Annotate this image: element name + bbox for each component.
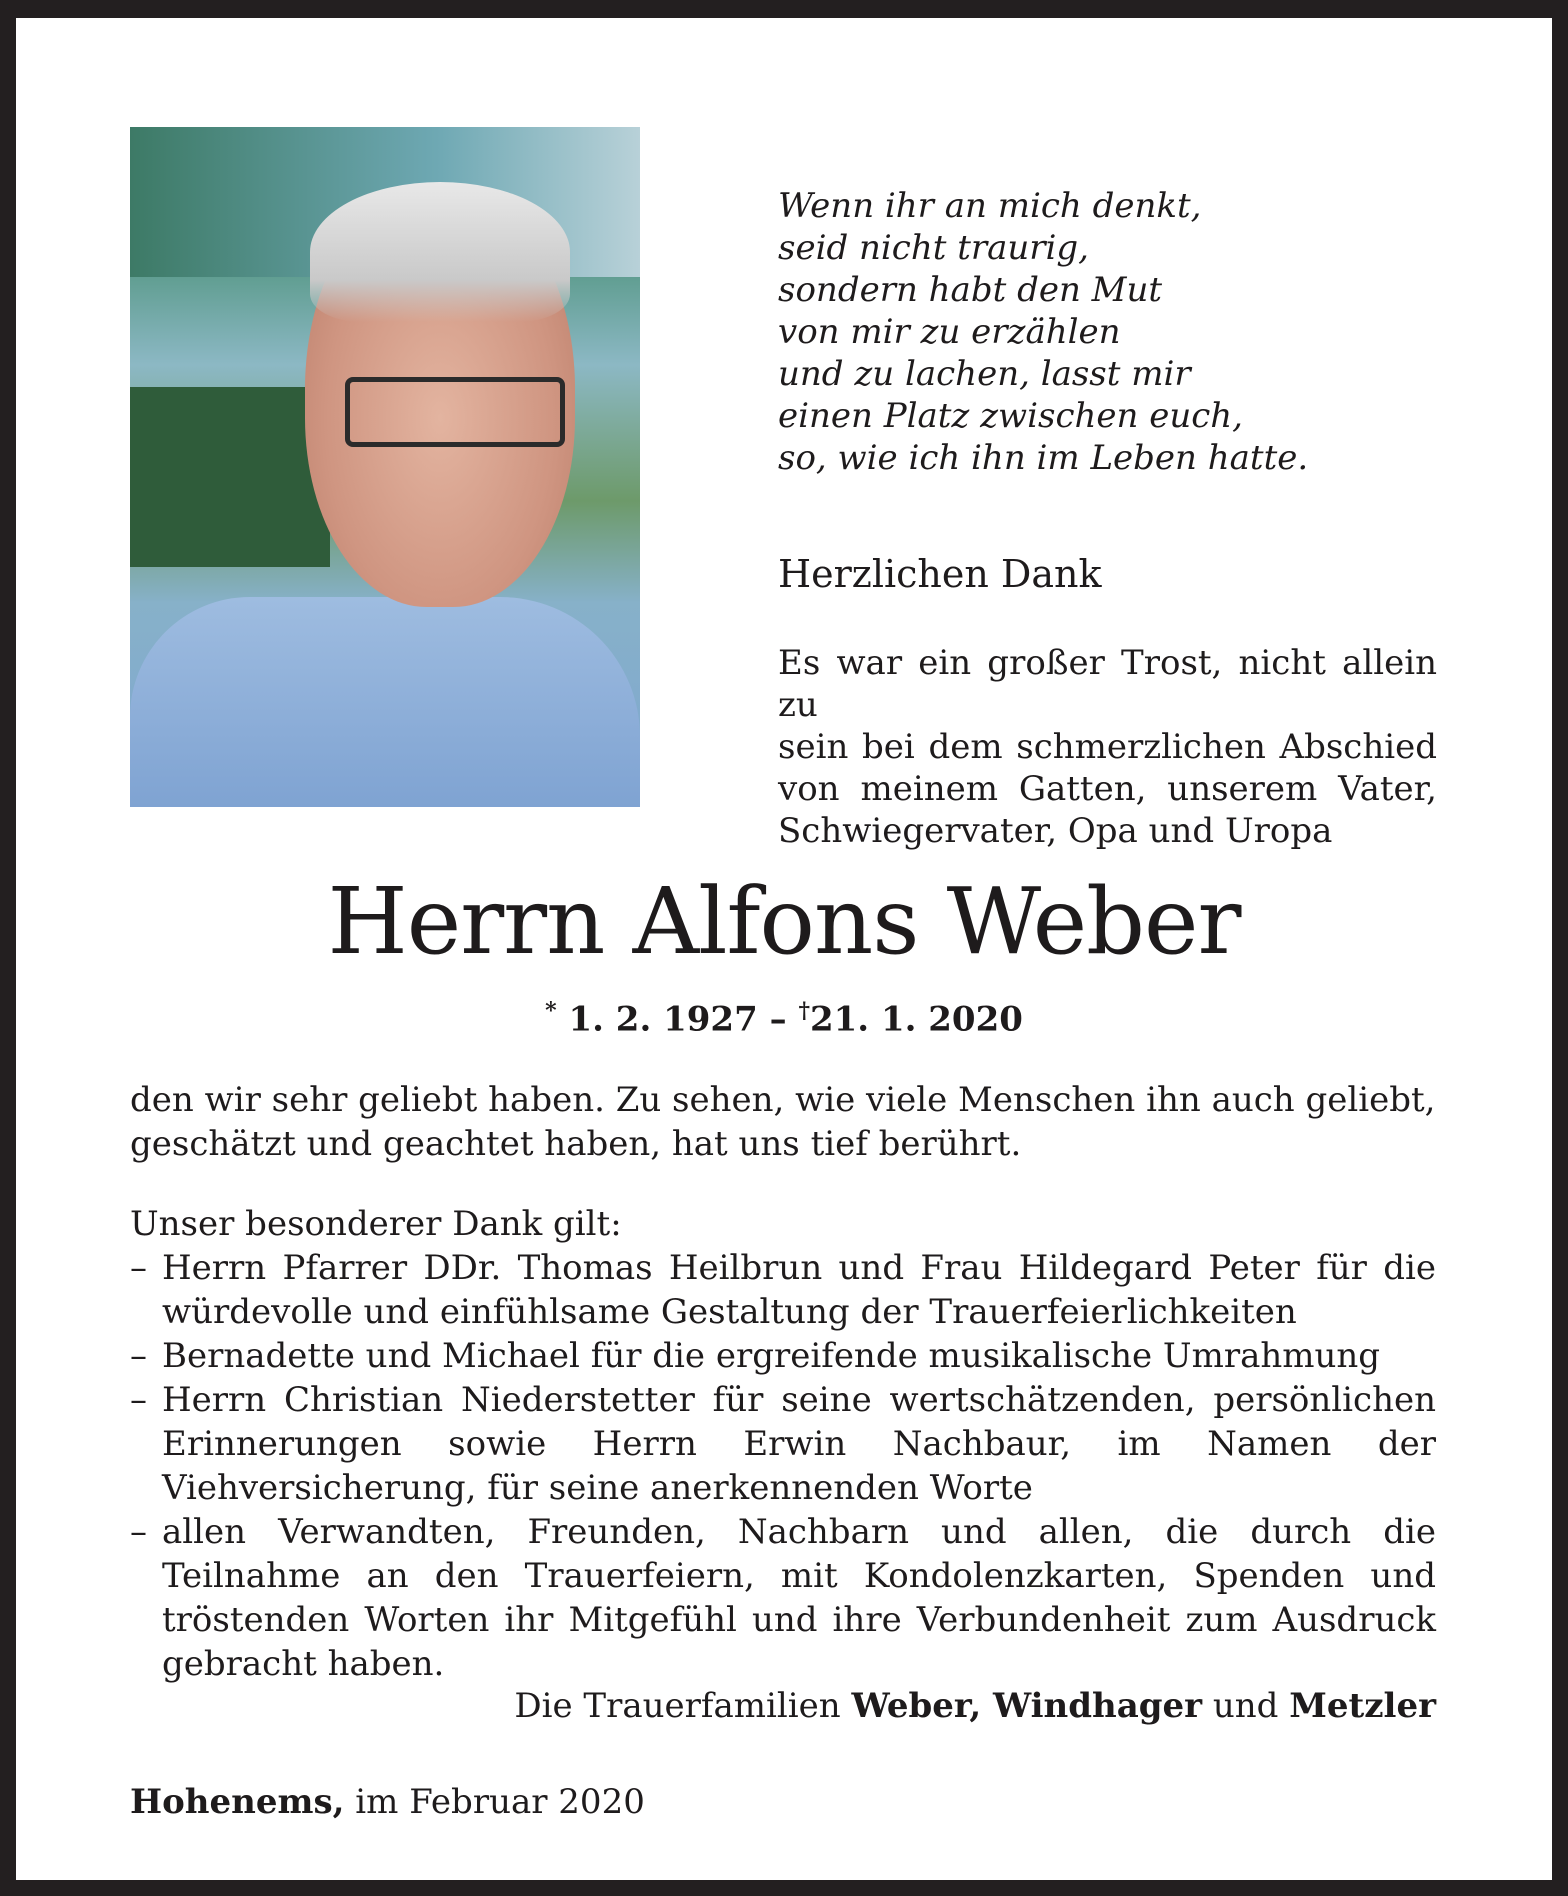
intro-line: sein bei dem schmerzlichen Abschied [778, 727, 1437, 767]
signature [514, 1686, 1436, 1726]
list-item: – Herrn Christian Niederstetter für seine wertschätzenden, persönlichen Erinnerungen sowie Herrn Erwin Nachbaur, im Namen der Viehversicherung, für seine anerkennenden Worte [130, 1380, 1436, 1508]
paragraph: den wir sehr geliebt haben. Zu sehen, wie viele Menschen ihn auch geliebt, geschätzt und geachtet haben, hat uns tief berührt. [130, 1080, 1436, 1164]
date: im Februar 2020 [355, 1782, 645, 1822]
poem-line: sondern habt den Mut [778, 270, 1163, 310]
heading: Herzlichen Dank [778, 552, 1102, 596]
list-item: – allen Verwandten, Freunden, Nachbarn und allen, die durch die Teilnahme an den Trauerfeiern, mit Kondolenzkarten, Spenden und tröstenden Worten ihr Mitgefühl und ihre Verbundenheit zum Ausdruck gebracht haben. [130, 1512, 1436, 1684]
signature-prefix: Die Trauerfamilien [514, 1686, 841, 1726]
intro-text [778, 642, 1437, 852]
thanks-section [130, 1202, 1436, 1686]
signature-and: und [1212, 1686, 1279, 1726]
list-item: – Herrn Pfarrer DDr. Thomas Heilbrun und Frau Hildegard Peter für die würdevolle und einfühlsame Gestaltung der Trauerfeierlichkeiten [130, 1248, 1436, 1332]
deceased-name: Herrn Alfons Weber [327, 868, 1241, 975]
birth-symbol: * [545, 998, 557, 1024]
thanks-list [130, 1246, 1436, 1686]
place-date [130, 1782, 645, 1822]
list-item: – Bernadette und Michael für die ergreifende musikalische Umrahmung [130, 1336, 1381, 1376]
portrait-photo [130, 127, 640, 807]
poem-line: seid nicht traurig, [778, 228, 1089, 268]
poem [778, 185, 1308, 479]
poem-line: von mir zu erzählen [778, 312, 1121, 352]
poem-line: so, wie ich ihn im Leben hatte. [778, 438, 1309, 478]
city: Hohenems, [130, 1782, 345, 1822]
poem-line: Wenn ihr an mich denkt, [778, 186, 1202, 226]
death-date: 21. 1. 2020 [809, 999, 1023, 1040]
intro-line: Schwiegervater, Opa und Uropa [778, 811, 1333, 851]
family-name-last: Metzler [1289, 1686, 1436, 1726]
thanks-intro: Unser besonderer Dank gilt: [130, 1204, 622, 1244]
list-item-text: Bernadette und Michael für die ergreifende musikalische Umrahmung [162, 1336, 1381, 1376]
poem-line: einen Platz zwischen euch, [778, 396, 1243, 436]
birth-date: 1. 2. 1927 [568, 999, 758, 1040]
family-names: Weber, Windhager [851, 1686, 1203, 1726]
list-item-text: Herrn Pfarrer DDr. Thomas Heilbrun und Frau Hildegard Peter für die würdevolle und einfühlsame Gestaltung der Trauerfeierlichkeiten [162, 1248, 1436, 1332]
intro-line: Es war ein großer Trost, nicht allein zu [778, 643, 1437, 725]
intro-line: von meinem Gatten, unserem Vater, [778, 769, 1437, 809]
poem-line: und zu lachen, lasst mir [778, 354, 1191, 394]
life-dates [0, 998, 1568, 1039]
date-separator: – [769, 999, 787, 1040]
list-item-text: Herrn Christian Niederstetter für seine wertschätzenden, persönlichen Erinnerungen sowie Herrn Erwin Nachbaur, im Namen der Viehversicherung, für seine anerkennenden Worte [162, 1380, 1436, 1508]
death-symbol: † [798, 998, 810, 1024]
list-item-text: allen Verwandten, Freunden, Nachbarn und allen, die durch die Teilnahme an den Trauerfeiern, mit Kondolenzkarten, Spenden und tröstenden Worten ihr Mitgefühl und ihre Verbundenheit zum Ausdruck gebracht haben. [162, 1512, 1436, 1684]
